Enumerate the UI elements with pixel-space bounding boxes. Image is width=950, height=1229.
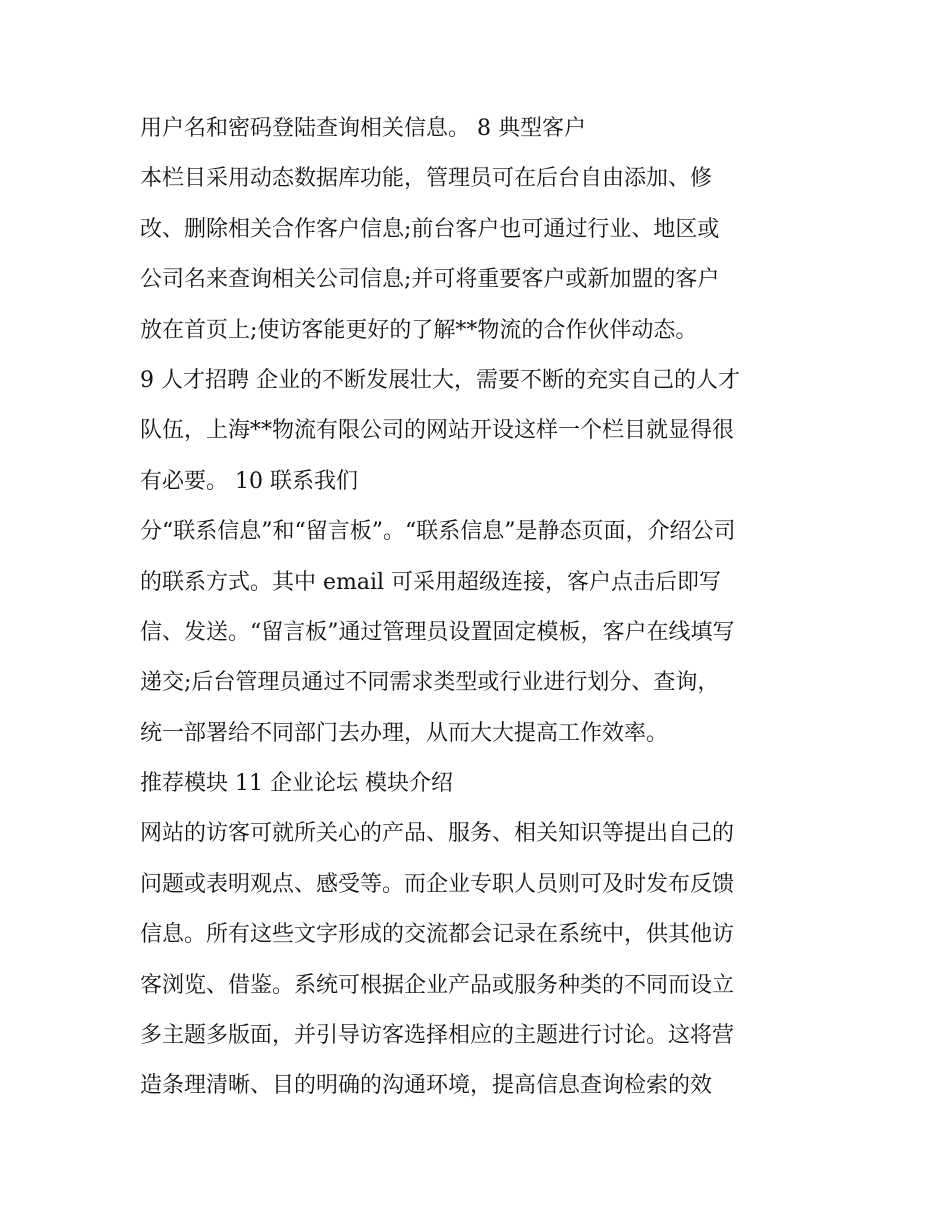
text-line: 多主题多版面，并引导访客选择相应的主题进行讨论。这将营 [140,1023,735,1049]
paragraph-recruitment [140,356,820,507]
paragraph-forum-heading [140,759,820,809]
text-line: 公司名来查询相关公司信息;并可将重要客户或新加盟的客户 [140,267,720,293]
text-line: 客浏览、借鉴。系统可根据企业产品或服务种类的不同而设立 [140,972,735,998]
text-line: 统一部署给不同部门去办理，从而大大提高工作效率。 [140,720,669,746]
text-line: 的联系方式。其中 email 可采用超级连接，客户点击后即写 [140,569,722,595]
paragraph-contact-us [140,507,820,759]
document-page [140,104,820,1112]
text-line: 用户名和密码登陆查询相关信息。 8 典型客户 [140,116,586,141]
text-line: 问题或表明观点、感受等。而企业专职人员则可及时发布反馈 [140,871,735,897]
text-line: 递交;后台管理员通过不同需求类型或行业进行划分、查询， [140,670,720,696]
text-line: 本栏目采用动态数据库功能，管理员可在后台自由添加、修 [140,166,713,192]
text-line: 放在首页上;使访客能更好的了解**物流的合作伙伴动态。 [140,317,698,343]
paragraph-client-database [140,154,820,356]
text-line: 信、发送。“留言板”通过管理员设置固定模板，客户在线填写 [140,619,735,645]
text-line: 信息。所有这些文字形成的交流都会记录在系统中，供其他访 [140,922,735,948]
text-line: 9 人才招聘 企业的不断发展壮大，需要不断的充实自己的人才 [140,367,740,393]
text-line: 推荐模块 11 企业论坛 模块介绍 [140,771,453,797]
text-line: 网站的访客可就所关心的产品、服务、相关知识等提出自己的 [140,821,735,847]
paragraph-login-typical-clients [140,104,820,154]
text-line: 改、删除相关合作客户信息;前台客户也可通过行业、地区或 [140,216,720,242]
text-line: 造条理清晰、目的明确的沟通环境，提高信息查询检索的效 [140,1073,713,1099]
text-line: 分“联系信息”和“留言板”。“联系信息”是静态页面，介绍公司 [140,519,736,545]
text-line: 有必要。 10 联系我们 [140,468,358,494]
paragraph-forum-description [140,809,820,1111]
text-line: 队伍，上海**物流有限公司的网站开设这样一个栏目就显得很 [140,418,735,444]
